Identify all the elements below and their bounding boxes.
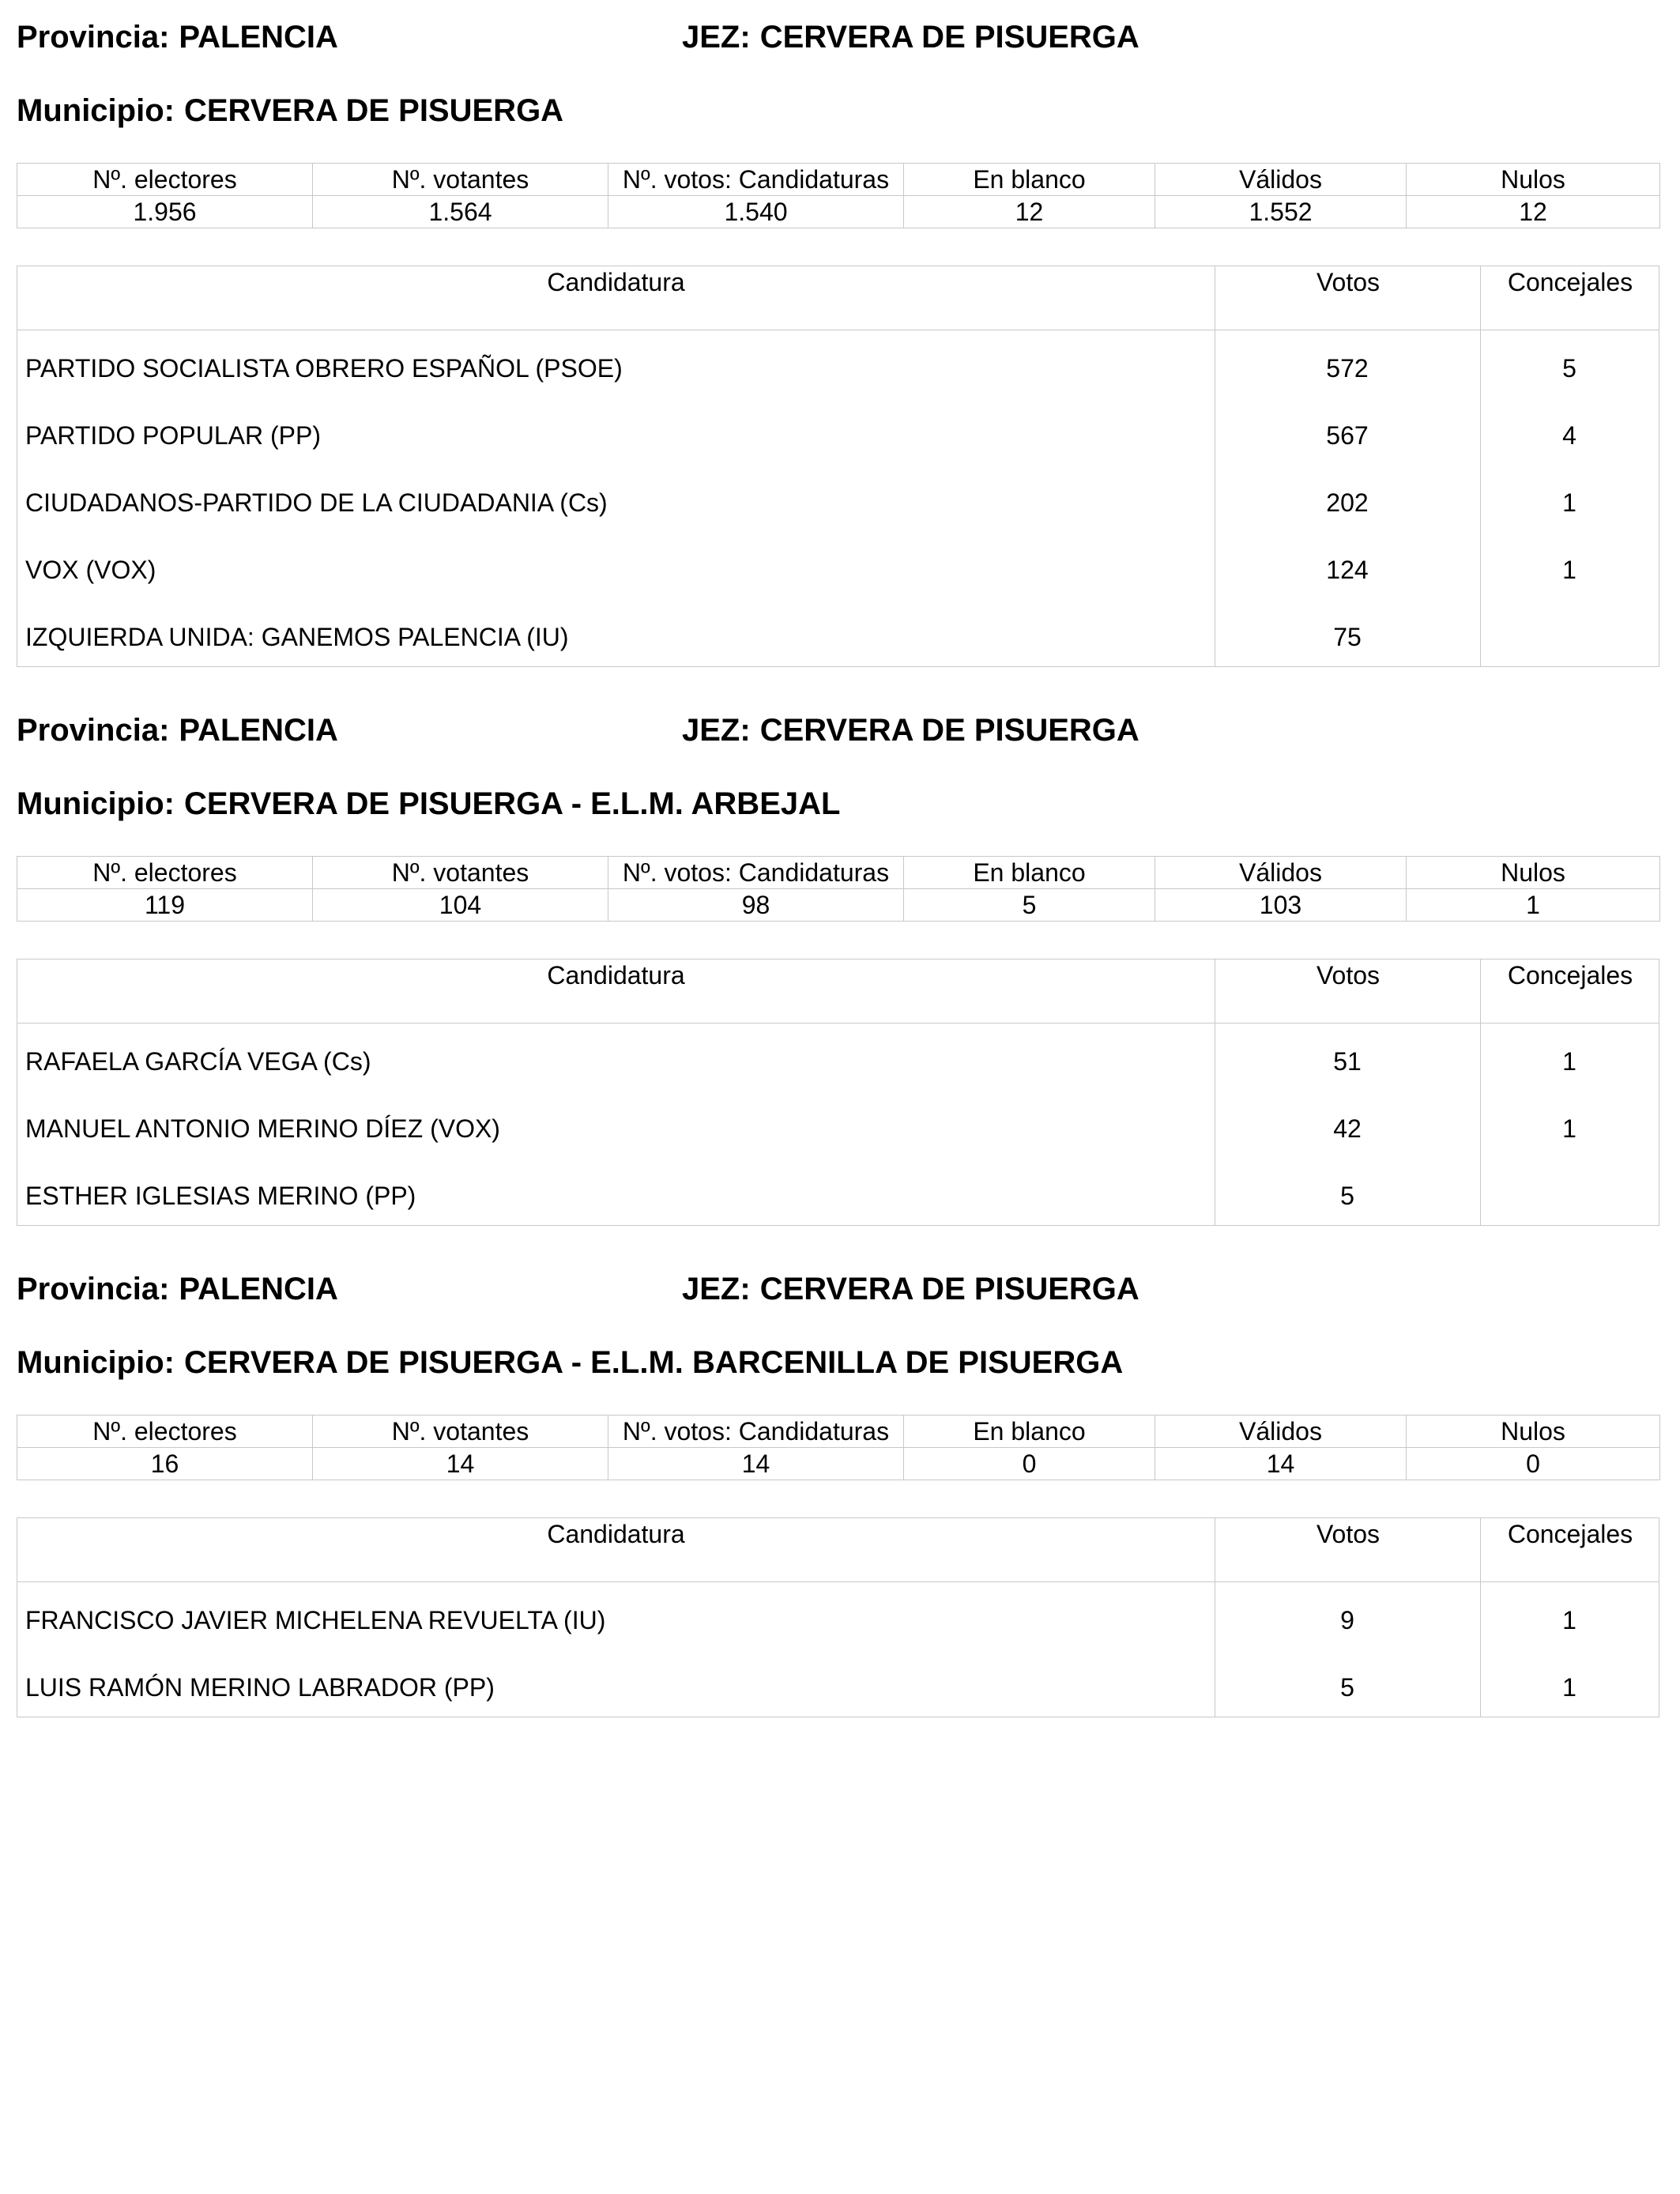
candidatura-name: PARTIDO POPULAR (PP) [25,421,321,450]
stats-value: 0 [1407,1448,1660,1480]
stats-header: Nº. electores [17,164,313,196]
table-row [17,1582,1659,1649]
concejales-value: 1 [1562,1114,1576,1143]
votos-header: Votos [1215,1518,1481,1581]
stats-value: 16 [17,1448,313,1480]
votos-value: 124 [1326,556,1369,584]
stats-table [17,163,1660,228]
candidatura-header: Candidatura [547,961,685,990]
stats-value: 14 [1155,1448,1407,1480]
concejales-value: 1 [1562,1606,1576,1634]
candidatura-header: Candidatura [547,268,685,296]
stats-header: Válidos [1155,164,1407,196]
concejales-value: 1 [1562,488,1576,517]
stats-header: Nº. electores [17,1416,313,1448]
results-table [17,266,1659,667]
results-table [17,959,1659,1226]
results-body [17,330,1659,666]
municipio-heading: Municipio: CERVERA DE PISUERGA [17,93,564,128]
table-row [17,1158,1659,1225]
votos-value: 5 [1340,1673,1354,1702]
results-body [17,1023,1659,1225]
candidatura-name: IZQUIERDA UNIDA: GANEMOS PALENCIA (IU) [25,623,569,651]
stats-header: Nº. votos: Candidaturas [608,164,904,196]
candidatura-name: PARTIDO SOCIALISTA OBRERO ESPAÑOL (PSOE) [25,354,623,383]
municipio-heading: Municipio: CERVERA DE PISUERGA - E.L.M. ARBEJAL [17,786,841,821]
stats-value: 14 [608,1448,904,1480]
provincia-heading: Provincia: PALENCIA [17,1272,338,1306]
stats-header: Nº. votantes [313,857,608,889]
concejales-header: Concejales [1480,959,1659,1023]
stats-header-row [17,1416,1660,1448]
stats-header: En blanco [904,164,1155,196]
stats-header-row [17,164,1660,196]
table-row [17,330,1659,398]
concejales-header: Concejales [1480,1518,1659,1581]
provincia-heading: Provincia: PALENCIA [17,713,338,748]
stats-value: 1.540 [608,196,904,228]
votos-value: 567 [1326,421,1369,450]
stats-value: 1.552 [1155,196,1407,228]
results-header [17,959,1659,1023]
concejales-header: Concejales [1480,266,1659,330]
results-header [17,1518,1659,1582]
stats-header: Nº. votantes [313,164,608,196]
votos-header: Votos [1215,959,1481,1023]
candidatura-name: CIUDADANOS-PARTIDO DE LA CIUDADANIA (Cs) [25,488,608,517]
votos-value: 42 [1333,1114,1362,1143]
table-row [17,1023,1659,1091]
stats-value: 1 [1407,889,1660,922]
candidatura-name: VOX (VOX) [25,556,156,584]
municipio-heading: Municipio: CERVERA DE PISUERGA - E.L.M. BARCENILLA DE PISUERGA [17,1345,1124,1380]
table-row [17,532,1659,599]
stats-table [17,856,1660,922]
stats-header: Nulos [1407,857,1660,889]
candidatura-name: RAFAELA GARCÍA VEGA (Cs) [25,1047,371,1076]
jez-heading: JEZ: CERVERA DE PISUERGA [682,20,1139,55]
stats-header-row [17,857,1660,889]
votos-value: 51 [1333,1047,1362,1076]
stats-header: Nº. electores [17,857,313,889]
votos-value: 75 [1333,623,1362,651]
stats-value-row [17,1448,1660,1480]
votos-header: Votos [1215,266,1481,330]
votos-value: 5 [1340,1182,1354,1210]
concejales-value: 1 [1562,556,1576,584]
results-body [17,1582,1659,1717]
candidatura-name: LUIS RAMÓN MERINO LABRADOR (PP) [25,1673,495,1702]
stats-header: Nº. votos: Candidaturas [608,857,904,889]
stats-table [17,1415,1660,1480]
stats-value-row [17,889,1660,922]
votos-value: 202 [1326,488,1369,517]
stats-value: 5 [904,889,1155,922]
stats-value: 98 [608,889,904,922]
stats-header: Nº. votos: Candidaturas [608,1416,904,1448]
stats-header: Nº. votantes [313,1416,608,1448]
results-header [17,266,1659,330]
stats-value: 1.564 [313,196,608,228]
votos-value: 9 [1340,1606,1354,1634]
stats-value-row [17,196,1660,228]
concejales-value: 1 [1562,1047,1576,1076]
jez-heading: JEZ: CERVERA DE PISUERGA [682,1272,1139,1306]
jez-heading: JEZ: CERVERA DE PISUERGA [682,713,1139,748]
stats-value: 14 [313,1448,608,1480]
stats-header: En blanco [904,1416,1155,1448]
stats-value: 104 [313,889,608,922]
stats-value: 103 [1155,889,1407,922]
concejales-value: 4 [1562,421,1576,450]
stats-value: 119 [17,889,313,922]
stats-header: Válidos [1155,1416,1407,1448]
table-row [17,1649,1659,1717]
table-row [17,465,1659,532]
votos-value: 572 [1326,354,1369,383]
candidatura-name: ESTHER IGLESIAS MERINO (PP) [25,1182,416,1210]
candidatura-header: Candidatura [547,1520,685,1548]
stats-value: 1.956 [17,196,313,228]
provincia-heading: Provincia: PALENCIA [17,20,338,55]
table-row [17,599,1659,666]
stats-value: 12 [1407,196,1660,228]
results-table [17,1517,1659,1717]
table-row [17,398,1659,465]
concejales-value: 5 [1562,354,1576,383]
table-row [17,1091,1659,1158]
stats-header: Nulos [1407,1416,1660,1448]
concejales-value: 1 [1562,1673,1576,1702]
stats-value: 12 [904,196,1155,228]
stats-header: Nulos [1407,164,1660,196]
stats-value: 0 [904,1448,1155,1480]
stats-header: Válidos [1155,857,1407,889]
stats-header: En blanco [904,857,1155,889]
candidatura-name: FRANCISCO JAVIER MICHELENA REVUELTA (IU) [25,1606,606,1634]
candidatura-name: MANUEL ANTONIO MERINO DÍEZ (VOX) [25,1114,500,1143]
